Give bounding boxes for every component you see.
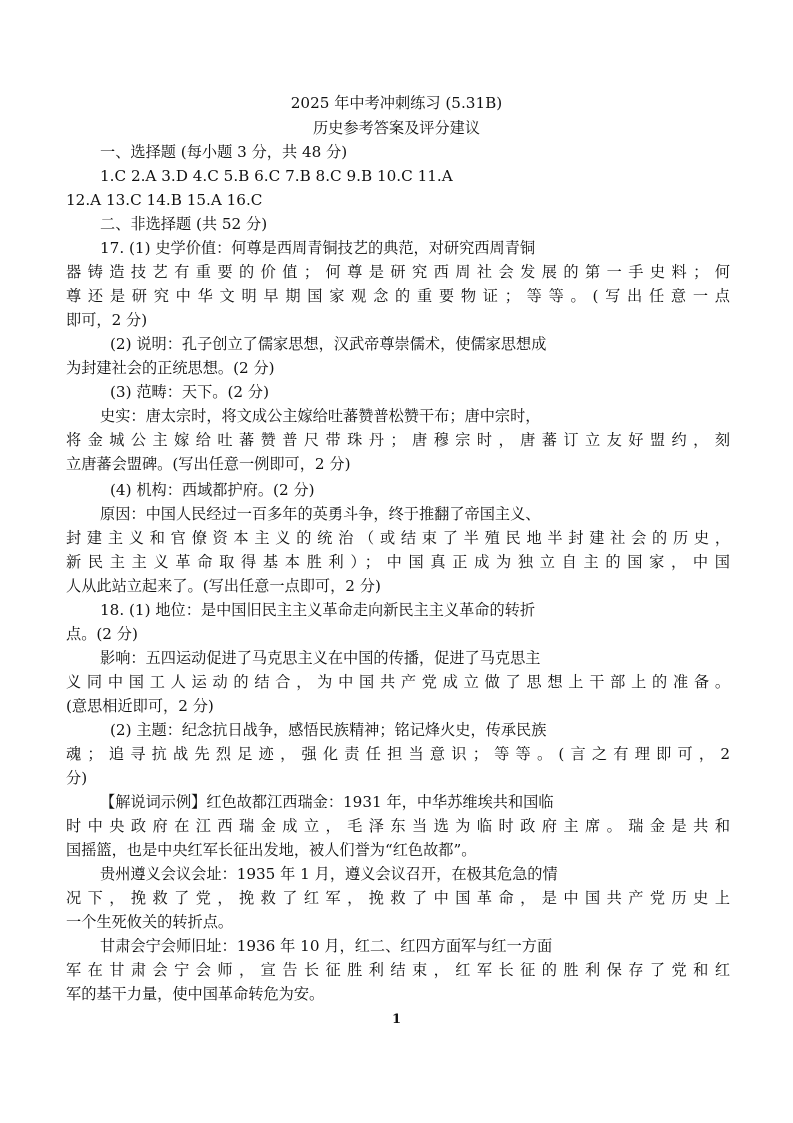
answer-line: 18. (1) 地位：是中国旧民主主义革命走向新民主主义革命的转折 — [100, 601, 536, 619]
doc-subtitle: 历史参考答案及评分建议 — [312, 119, 481, 137]
choice-answers-line-2: 12.A 13.C 14.B 15.A 16.C — [66, 191, 263, 209]
answer-line: (3) 范畴：天下。(2 分) — [110, 383, 269, 401]
choice-answers-line-1: 1.C 2.A 3.D 4.C 5.B 6.C 7.B 8.C 9.B 10.C 11.A — [100, 167, 453, 185]
commentary-line: 【解说词示例】红色故都江西瑞金：1931 年，中华苏维埃共和国临 — [100, 793, 554, 811]
answer-line: 魂；追寻抗战先烈足迹，强化责任担当意识；等等。(言之有理即可，2 — [66, 745, 730, 763]
section-heading-nonchoice: 二、非选择题 (共 52 分) — [100, 215, 268, 233]
commentary-line: 军的基干力量，使中国革命转危为安。 — [66, 985, 325, 1003]
commentary-line: 况下，挽救了党，挽救了红军，挽救了中国革命，是中国共产党历史上 — [66, 889, 730, 907]
answer-line: 影响：五四运动促进了马克思主义在中国的传播，促进了马克思主 — [100, 649, 541, 667]
section-heading-choice: 一、选择题 (每小题 3 分，共 48 分) — [100, 143, 348, 161]
answer-line: (4) 机构：西域都护府。(2 分) — [110, 481, 315, 499]
doc-title: 2025 年中考冲刺练习 (5.31B) — [290, 94, 503, 112]
answer-line: 将金城公主嫁给吐蕃赞普尺带珠丹；唐穆宗时，唐蕃订立友好盟约，刻 — [66, 431, 730, 449]
commentary-line: 贵州遵义会议会址：1935 年 1 月，遵义会议召开，在极其危急的情 — [100, 865, 558, 883]
commentary-line: 时中央政府在江西瑞金成立，毛泽东当选为临时政府主席。瑞金是共和 — [66, 817, 730, 835]
answer-line: 史实：唐太宗时，将文成公主嫁给吐蕃赞普松赞干布；唐中宗时， — [100, 407, 541, 425]
answer-line: 封建主义和官僚资本主义的统治（或结束了半殖民地半封建社会的历史， — [66, 529, 730, 547]
answer-line: 17. (1) 史学价值：何尊是西周青铜技艺的典范，对研究西周青铜 — [100, 239, 536, 257]
answer-line: 分) — [66, 769, 88, 787]
answer-line: 原因：中国人民经过一百多年的英勇斗争，终于推翻了帝国主义、 — [100, 505, 541, 523]
answer-line: 器铸造技艺有重要的价值；何尊是研究西周社会发展的第一手史料；何 — [66, 263, 730, 281]
answer-line: (意思相近即可，2 分) — [66, 697, 214, 715]
answer-line: 人从此站立起来了。(写出任意一点即可，2 分) — [66, 577, 381, 595]
answer-line: 立唐蕃会盟碑。(写出任意一例即可，2 分) — [66, 455, 351, 473]
answer-line: (2) 说明：孔子创立了儒家思想，汉武帝尊崇儒术，使儒家思想成 — [110, 335, 547, 353]
answer-line: (2) 主题：纪念抗日战争，感悟民族精神；铭记烽火史，传承民族 — [110, 721, 547, 739]
commentary-line: 一个生死攸关的转折点。 — [66, 913, 234, 931]
answer-line: 即可，2 分) — [66, 311, 148, 329]
answer-line: 为封建社会的正统思想。(2 分) — [66, 359, 275, 377]
answer-line: 点。(2 分) — [66, 625, 138, 643]
answer-line: 义同中国工人运动的结合，为中国共产党成立做了思想上干部上的准备。 — [66, 673, 730, 691]
answer-line: 尊还是研究中华文明早期国家观念的重要物证；等等。(写出任意一点 — [66, 287, 730, 305]
commentary-line: 军在甘肃会宁会师，宣告长征胜利结束，红军长征的胜利保存了党和红 — [66, 961, 730, 979]
page-number: 1 — [391, 1012, 402, 1027]
commentary-line: 甘肃会宁会师旧址：1936 年 10 月，红二、红四方面军与红一方面 — [100, 937, 553, 955]
commentary-line: 国摇篮，也是中央红军长征出发地，被人们誉为“红色故都”。 — [66, 841, 477, 859]
answer-line: 新民主主义革命取得基本胜利）；中国真正成为独立自主的国家，中国 — [66, 553, 730, 571]
